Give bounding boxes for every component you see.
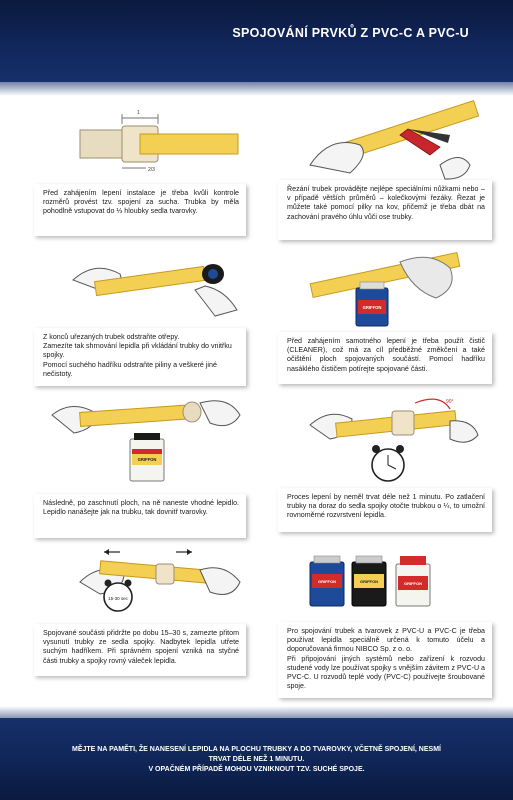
illustration-hold [60,542,245,614]
step-6-card [278,488,492,532]
footer-banner [0,718,513,800]
illustration-cutting [290,95,480,180]
step-8-line-1: Pro spojování trubek a tvarovek z PVC-U a PVC-C je třeba používat lepidla speciálně určená k tomuto účelu a doporučovaná firmou NIBCO Sp. z o. o. [287,627,485,654]
step-6-text: Proces lepení by neměl trvat déle než 1 minutu. Po zatlačení trubky na doraz do sedla spojky otočte trubkou o ¼, to umožní rovnoměrné rozvrstvení lepidla. [287,493,485,520]
page-title: SPOJOVÁNÍ PRVKŮ Z PVC-C A PVC-U [232,26,469,40]
step-2-card [278,180,492,240]
timer-label: 15-30 sec [108,596,128,601]
step-3-line-2: Zamezíte tak shrnování lepidla při vkládání trubky do vnitřku spojky. [43,342,232,360]
step-8-card [278,622,492,698]
product-1-label: GRIFFON [318,579,336,584]
step-7-text: Spojované součásti přidržte po dobu 15–30 s, zamezte přitom vysunutí trubky ze sedla spojky. Nadbytek lepidla utřete suchým hadříkem. Při správném spojení vzniká na styčné části trubky a spojky rovný váleček lepidla. [43,629,239,665]
step-1-text: Před zahájením lepení instalace je třeba kvůli kontrole rozměrů provést tzv. spojení za sucha. Trubka by měla pohodlně vstupovat do ⅓ hloubky sedla tvarovky. [43,189,239,216]
header-banner [0,0,513,82]
angle-label: 90° [446,399,454,405]
step-5-text: Následně, po zaschnutí ploch, na ně naneste vhodné lepidlo. Lepidlo nanášejte jak na trubku, tak dovnitř tvarovky. [43,499,239,517]
dimension-label-1: 1 [137,110,140,116]
footer-line-2: TRVAT DÉLE NEŽ 1 MINUTU. [208,756,305,763]
step-2-text: Řezání trubek provádějte nejlépe speciálními nůžkami nebo – v případě větších průměrů – kolečkovými řezáky. Řezat je můžete také pomocí pilky na kov, přičemž je třeba dbát na zachování pravého úhlu vůči ose trubky. [287,185,485,221]
illustration-deburring [65,250,245,320]
illustration-cleaner [300,250,475,330]
product-3-label: GRIFFON [404,581,422,586]
illustration-glue [50,395,245,485]
step-1-card [34,184,246,236]
step-3-card [34,328,246,386]
step-7-card [34,624,246,676]
illustration-products [308,550,468,610]
footer-warning [20,745,493,775]
step-3-line-3: Pomocí suchého hadříku odstraňte piliny a veškeré jiné nečistoty. [43,360,217,378]
footer-line-3: V OPAČNÉM PŘÍPADĚ MOHOU VZNIKNOUT TZV. SUCHÉ SPOJE. [148,766,365,773]
step-3-line-1: Z konců uřezaných trubek odstraňte otřepy. [43,333,180,341]
illustration-dry-fit [70,100,245,178]
product-2-label: GRIFFON [360,579,378,584]
dimension-label-2: 2/3 [148,167,155,173]
illustration-rotate [300,395,480,485]
footer-line-1: MĚJTE NA PAMĚTI, ŽE NANESENÍ LEPIDLA NA PLOCHU TRUBKY A DO TVAROVKY, VČETNĚ SPOJENÍ, NESMÍ [72,746,441,753]
step-4-card [278,332,492,384]
step-4-text: Před zahájením samotného lepení je třeba použít čistič (CLEANER), což má za cíl předběžné změkčení a také očištění ploch spojovaných součástí. Pomocí hadříku nasáklého čističem potírejte spojované části. [287,337,485,373]
step-5-card [34,494,246,538]
step-8-line-2: Při připojování jiných systémů nebo zařízení k rozvodu studené vody lze používat spojky s vnějším závitem z PVC-U a PVC-C. U rozvodů teplé vody (PVC-C) používejte šroubované spoje. [287,654,485,691]
cleaner-can-label: GRIFFON [362,305,382,310]
glue-can-label: GRIFFON [137,457,157,462]
